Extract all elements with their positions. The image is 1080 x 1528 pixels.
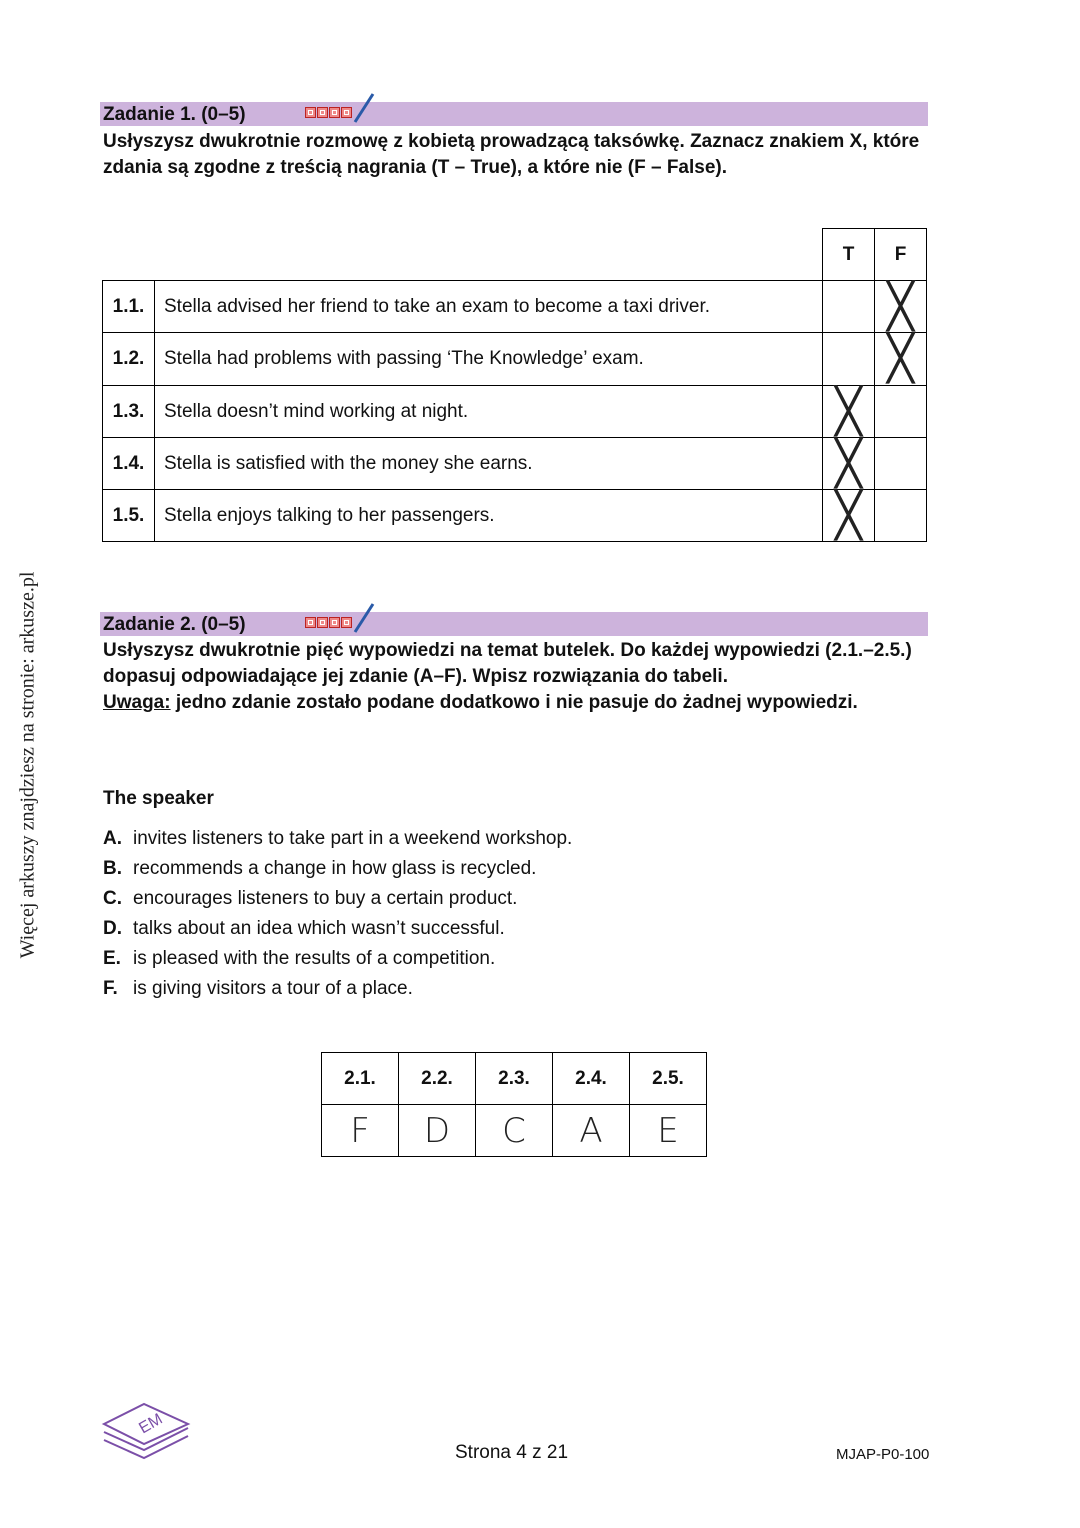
em23-logo: [100, 1398, 192, 1462]
answer-header: 2.4.: [553, 1053, 630, 1105]
option-item: [103, 948, 495, 970]
statement-row: [103, 333, 927, 386]
false-checkbox[interactable]: [875, 333, 927, 386]
false-checkbox[interactable]: [875, 281, 927, 333]
statement-row: [103, 438, 927, 490]
statement-number: 1.2.: [103, 333, 155, 386]
statement-number: 1.5.: [103, 490, 155, 542]
x-mark: ╳: [835, 489, 862, 541]
option-item: [103, 918, 505, 940]
exam-code: MJAP-P0-100: [836, 1446, 930, 1463]
statement-row: [103, 386, 927, 438]
option-letter: B.: [103, 858, 122, 879]
task1-instruction: Usłyszysz dwukrotnie rozmowę z kobietą prowadzącą taksówkę. Zaznacz znakiem X, które zdania są zgodne z treścią nagrania (T – True), a które nie (F – False).: [103, 131, 920, 178]
tf-header: [822, 228, 927, 281]
answer-header: 2.3.: [476, 1053, 553, 1105]
x-mark: ╳: [835, 385, 862, 437]
option-item: [103, 978, 413, 1000]
x-mark: ╳: [835, 437, 862, 489]
x-mark: ╳: [887, 280, 914, 332]
x-mark: ╳: [887, 333, 914, 384]
option-item: [103, 888, 517, 910]
statement-text: Stella enjoys talking to her passengers.: [155, 490, 823, 542]
false-checkbox[interactable]: [875, 438, 927, 490]
page-number: Strona 4 z 21: [455, 1442, 569, 1463]
audio-recording-icon: [305, 100, 377, 124]
statement-text: Stella doesn’t mind working at night.: [155, 386, 823, 438]
option-text: talks about an idea which wasn’t successful.: [133, 918, 505, 939]
col-f: F: [875, 229, 927, 281]
option-letter: F.: [103, 978, 118, 999]
option-text: invites listeners to take part in a weekend workshop.: [133, 828, 573, 849]
option-item: [103, 828, 572, 850]
option-text: is pleased with the results of a competition.: [133, 948, 496, 969]
false-checkbox[interactable]: [875, 386, 927, 438]
option-letter: A.: [103, 828, 122, 849]
option-text: is giving visitors a tour of a place.: [133, 978, 413, 999]
true-checkbox[interactable]: [823, 438, 875, 490]
statement-number: 1.1.: [103, 281, 155, 333]
svg-text:EM: EM: [136, 1410, 166, 1438]
statement-number: 1.4.: [103, 438, 155, 490]
task2-title: Zadanie 2. (0–5): [103, 614, 246, 635]
true-checkbox[interactable]: [823, 490, 875, 542]
col-t: T: [823, 229, 875, 281]
answer-cell[interactable]: C: [476, 1105, 553, 1157]
answer-header: 2.2.: [399, 1053, 476, 1105]
task1-title: Zadanie 1. (0–5): [103, 104, 246, 125]
statement-row: [103, 490, 927, 542]
option-letter: C.: [103, 888, 122, 909]
true-checkbox[interactable]: [823, 386, 875, 438]
speaker-lead: The speaker: [103, 788, 214, 809]
answer-cell[interactable]: E: [630, 1105, 707, 1157]
option-text: encourages listeners to buy a certain product.: [133, 888, 518, 909]
option-item: [103, 858, 536, 880]
true-checkbox[interactable]: [823, 333, 875, 386]
statement-number: 1.3.: [103, 386, 155, 438]
answer-header: 2.1.: [322, 1053, 399, 1105]
task2-answer-table: [321, 1052, 707, 1157]
task1-table: [102, 280, 927, 542]
audio-recording-icon: [305, 610, 377, 634]
statement-row: [103, 281, 927, 333]
true-checkbox[interactable]: [823, 281, 875, 333]
statement-text: Stella is satisfied with the money she earns.: [155, 438, 823, 490]
answer-header: 2.5.: [630, 1053, 707, 1105]
statement-text: Stella had problems with passing ‘The Knowledge’ exam.: [155, 333, 823, 386]
answer-cell[interactable]: F: [322, 1105, 399, 1157]
option-text: recommends a change in how glass is recycled.: [133, 858, 537, 879]
false-checkbox[interactable]: [875, 490, 927, 542]
answer-cell[interactable]: A: [553, 1105, 630, 1157]
task2-instruction: Usłyszysz dwukrotnie pięć wypowiedzi na temat butelek. Do każdej wypowiedzi (2.1.–2.5.) dopasuj odpowiadające jej zdanie (A–F). Wpisz rozwiązania do tabeli. Uwaga: jedno zdanie zostało podane dodatkowo i nie pasuje do żadnej wypowiedzi.: [103, 640, 912, 713]
option-letter: D.: [103, 918, 122, 939]
statement-text: Stella advised her friend to take an exam to become a taxi driver.: [155, 281, 823, 333]
option-letter: E.: [103, 948, 121, 969]
answer-cell[interactable]: D: [399, 1105, 476, 1157]
side-watermark: Więcej arkuszy znajdziesz na stronie: arkusze.pl: [16, 571, 39, 959]
